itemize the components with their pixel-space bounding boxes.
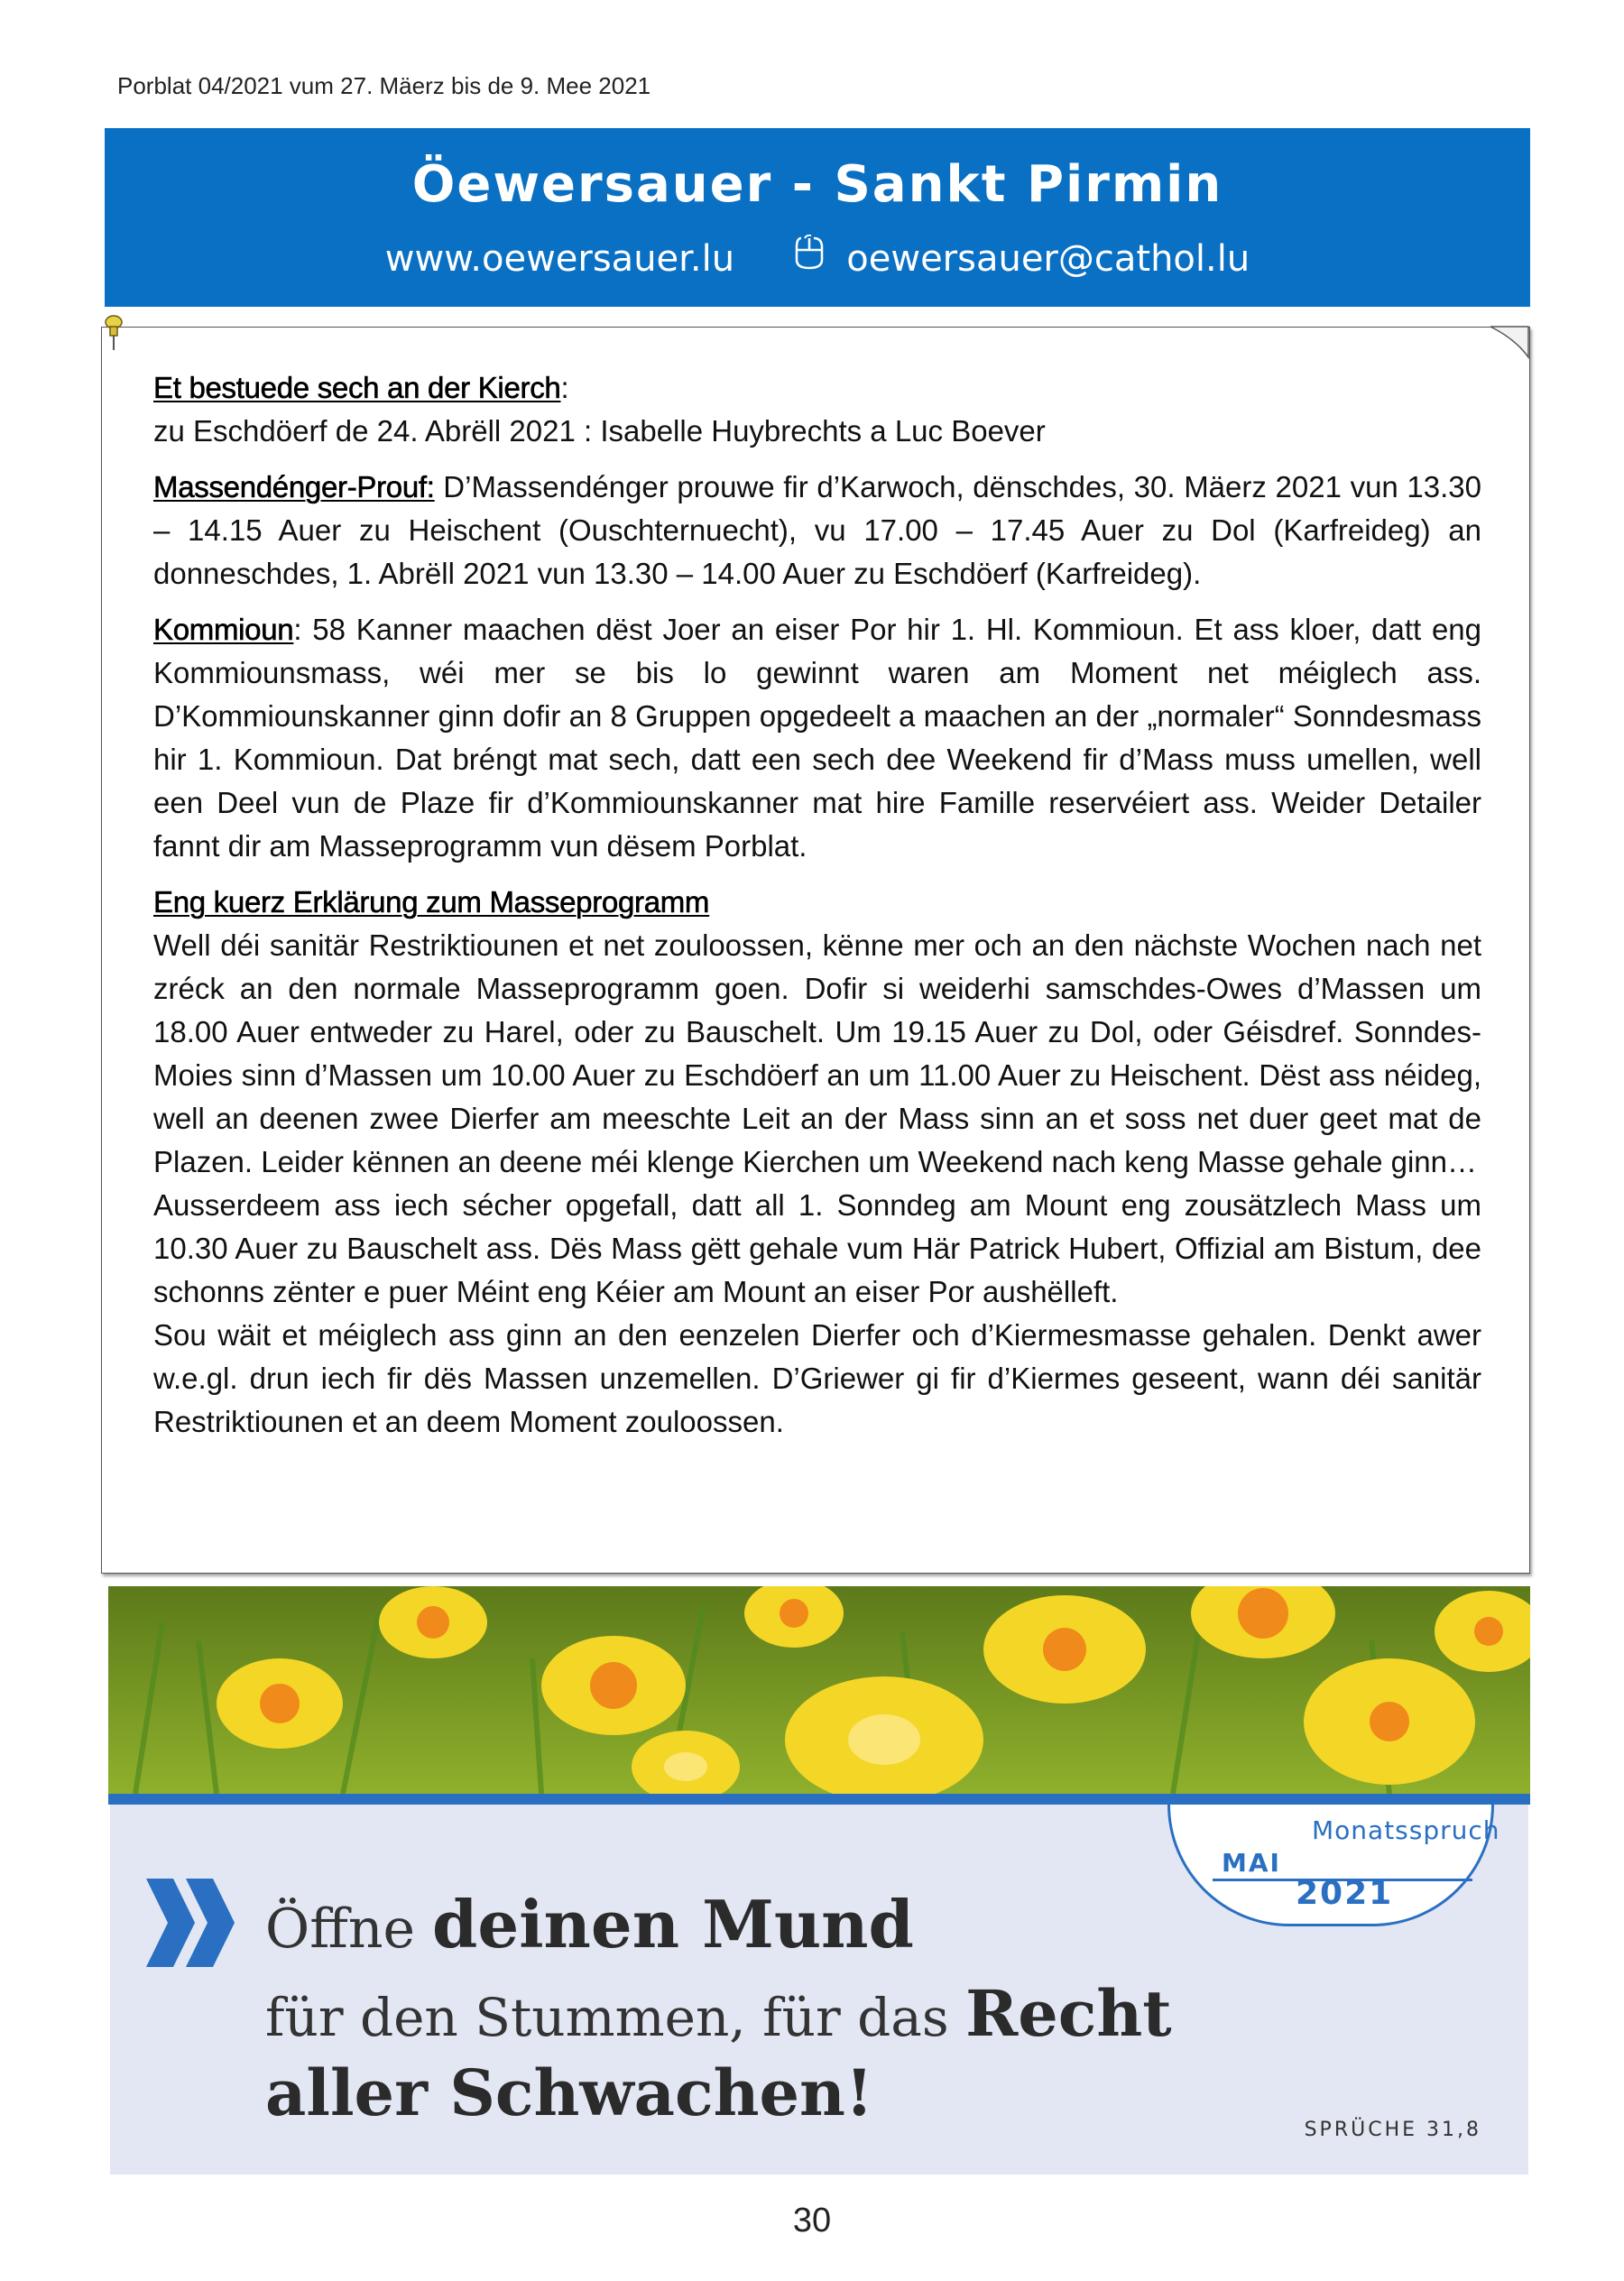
parish-banner [105, 128, 1530, 307]
communion-heading: Kommioun [153, 613, 294, 646]
verse-line-1: Öffne deinen Mund [265, 1886, 914, 1962]
explanation-para-2: Ausserdeem ass iech sécher opgefall, datt all 1. Sonndeg am Mount eng zousätzlech Mass um 10.30 Auer zu Bauschelt ass. Dës Mass gëtt gehale vum Här Patrick Hubert, Offizial am Bistum, dee schonns zënter e puer Méint eng Kéier am Mount an eiser Por aushëlleft. [153, 1188, 1481, 1308]
communion-section [153, 608, 1481, 868]
announcements [153, 366, 1481, 1444]
rehearsal-text: D’Massendénger prouwe fir d’Karwoch, dënschdes, 30. Mäerz 2021 vun 13.30 – 14.15 Auer zu Heischent (Ouschternuecht), vu 17.00 – 17.45 Auer zu Dol (Karfreideg) an donneschdes, 1. Abrëll 2021 vun 13.30 – 14.00 Auer zu Eschdöerf (Karfreideg). [153, 470, 1481, 590]
explanation-section [153, 881, 1481, 1444]
explanation-para-3: Sou wäit et méiglech ass ginn an den eenzelen Dierfer och d’Kiermesmasse gehalen. Denkt awer w.e.gl. drun iech fir dës Massen unzemellen. D’Griewer gi fir d’Kiermes geseent, wann déi sanitär Restriktiounen et an deem Moment zouloossen. [153, 1318, 1481, 1438]
communion-text: : 58 Kanner maachen dëst Joer an eiser Por hir 1. Hl. Kommioun. Et ass kloer, datt eng Kommiounsmass, wéi mer se bis lo gewinnt waren am Moment net méiglech ass. D’Kommiounskanner ginn dofir an 8 Gruppen opgedeelt a maachen an der „normaler“ Sonndesmass hir 1. Kommioun. Dat bréngt mat sech, datt een sech dee Weekend fir d’Mass muss umellen, well een Deel vun de Plaze fir d’Kommiounskanner mat hire Famille reservéiert ass. Weider Detailer fannt dir am Masseprogramm vun dësem Porblat. [153, 613, 1481, 863]
daffodil-photo [108, 1586, 1530, 1794]
contact-line [105, 235, 1530, 280]
explanation-heading: Eng kuerz Erklärung zum Masseprogramm [153, 885, 710, 919]
badge-year: 2021 [1296, 1875, 1394, 1912]
page-number: 30 [792, 2202, 832, 2239]
wedding-heading: Et bestuede sech an der Kierch [153, 371, 561, 404]
running-head: Porblat 04/2021 vum 27. Mäerz bis de 9. Mee 2021 [117, 72, 651, 99]
accent-bar [108, 1794, 1530, 1805]
monthly-verse [110, 1805, 1528, 2175]
rehearsal-section [153, 466, 1481, 596]
rehearsal-heading: Massendénger-Prouf: [153, 470, 435, 503]
badge-label: Monatsspruch [1312, 1815, 1500, 1845]
explanation-para-1: Well déi sanitär Restriktiounen et net zouloossen, kënne mer och an den nächste Wochen nach net zréck an den normale Masseprogramm goen. Dofir si weiderhi samschdes-Owes d’Massen um 18.00 Auer entweder zu Harel, oder zu Bauschelt. Um 19.15 Auer zu Dol, oder Géisdref. Sonndes-Moies sinn d’Massen um 10.00 Auer zu Eschdöerf an um 11.00 Auer zu Heischent. Dëst ass néideg, well an deenen zwee Dierfer am meeschte Leit an der Mass sinn an et soss net duer geet mat de Plazen. Leider kënnen an deene méi klenge Kierchen um Weekend nach keng Masse gehale ginn… [153, 928, 1481, 1178]
wedding-heading-colon: : [560, 371, 569, 404]
verse-source: SPRÜCHE 31,8 [1304, 2119, 1481, 2141]
parish-title: Öewersauer - Sankt Pirmin [411, 155, 1223, 214]
double-chevron-icon [143, 1873, 242, 1977]
verse-line-3: aller Schwachen! [265, 2055, 873, 2130]
wedding-section [153, 366, 1481, 453]
page-curl-icon [1489, 323, 1530, 364]
badge-month: MAI [1222, 1848, 1281, 1878]
mouse-icon [794, 235, 825, 280]
pushpin-icon [103, 314, 125, 356]
wedding-text: zu Eschdöerf de 24. Abrëll 2021 : Isabelle Huybrechts a Luc Boever [153, 414, 1046, 448]
email-link[interactable]: oewersauer@cathol.lu [846, 238, 1250, 280]
website-link[interactable]: www.oewersauer.lu [384, 238, 735, 280]
verse-line-2: für den Stummen, für das Recht [265, 1976, 1172, 2051]
